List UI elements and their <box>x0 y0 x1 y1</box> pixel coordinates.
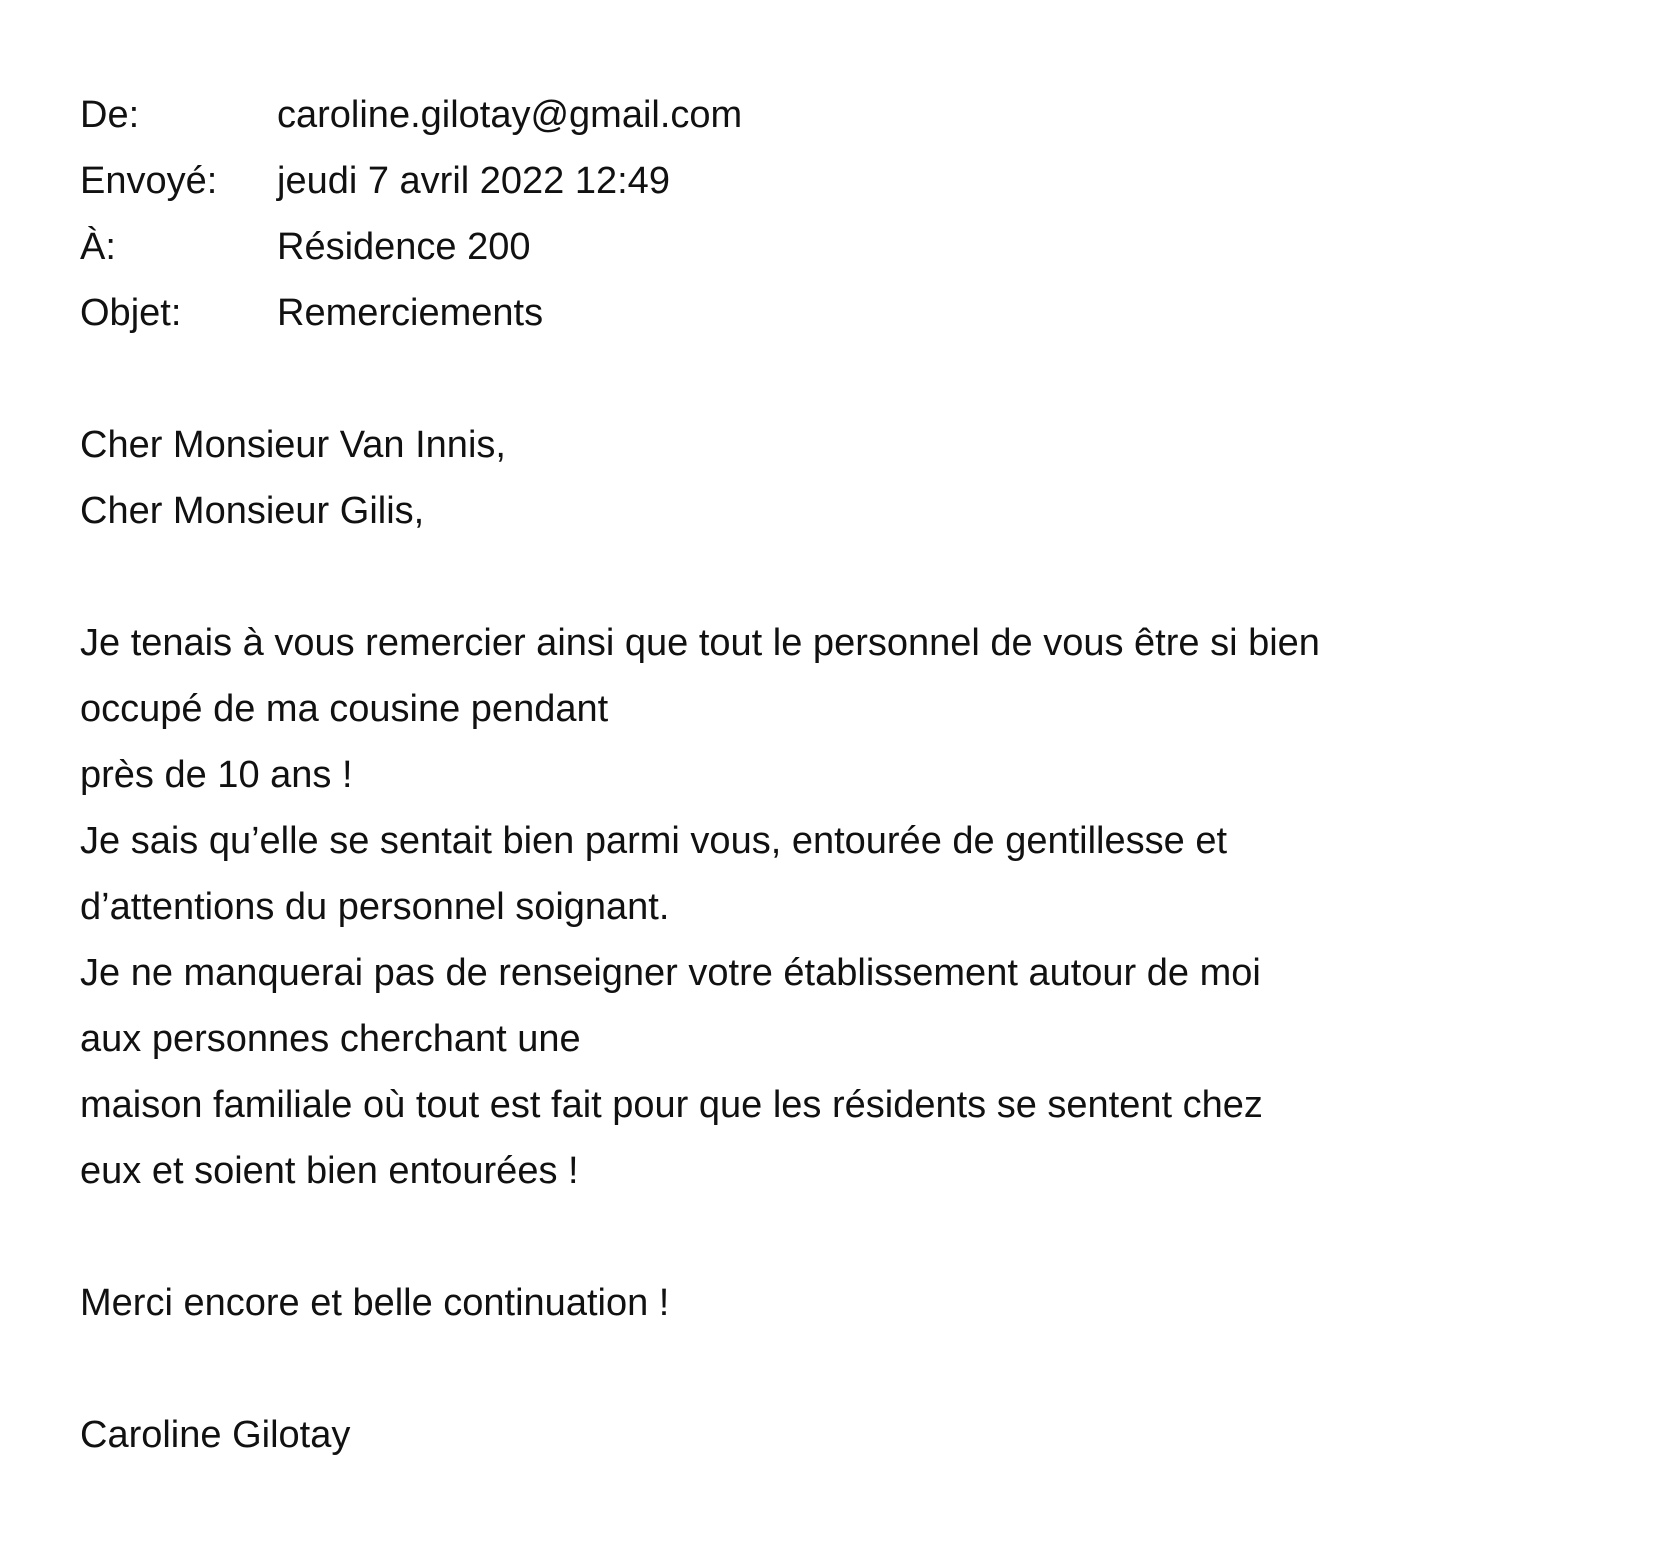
greeting-line-1: Cher Monsieur Van Innis, <box>80 424 506 466</box>
body-line: d’attentions du personnel soignant. <box>80 886 670 928</box>
body-line: eux et soient bien entourées ! <box>80 1150 579 1192</box>
from-value: caroline.gilotay@gmail.com <box>277 94 743 136</box>
body-line: Je tenais à vous remercier ainsi que tout le personnel de vous être si bien <box>80 622 1320 664</box>
message-body <box>80 610 1600 1204</box>
closing-line: Merci encore et belle continuation ! <box>80 1282 670 1324</box>
subject-row <box>80 280 1600 346</box>
to-row <box>80 214 1600 280</box>
greeting-line-2: Cher Monsieur Gilis, <box>80 490 425 532</box>
body-line: Je ne manquerai pas de renseigner votre établissement autour de moi <box>80 952 1261 994</box>
from-label: De: <box>80 94 140 136</box>
subject-value: Remerciements <box>277 292 544 334</box>
to-value: Résidence 200 <box>277 226 531 268</box>
email-document <box>80 82 1600 1468</box>
subject-label: Objet: <box>80 292 182 334</box>
sent-row <box>80 148 1600 214</box>
body-line: maison familiale où tout est fait pour que les résidents se sentent chez <box>80 1084 1263 1126</box>
body-line: près de 10 ans ! <box>80 754 353 796</box>
body-line: occupé de ma cousine pendant <box>80 688 609 730</box>
body-line: aux personnes cherchant une <box>80 1018 581 1060</box>
body-line: Je sais qu’elle se sentait bien parmi vous, entourée de gentillesse et <box>80 820 1228 862</box>
email-header <box>80 82 1600 346</box>
sent-label: Envoyé: <box>80 160 218 202</box>
to-label: À: <box>80 226 116 268</box>
greeting <box>80 412 1600 544</box>
signature: Caroline Gilotay <box>80 1414 351 1456</box>
sent-value: jeudi 7 avril 2022 12:49 <box>277 160 670 202</box>
from-row <box>80 82 1600 148</box>
